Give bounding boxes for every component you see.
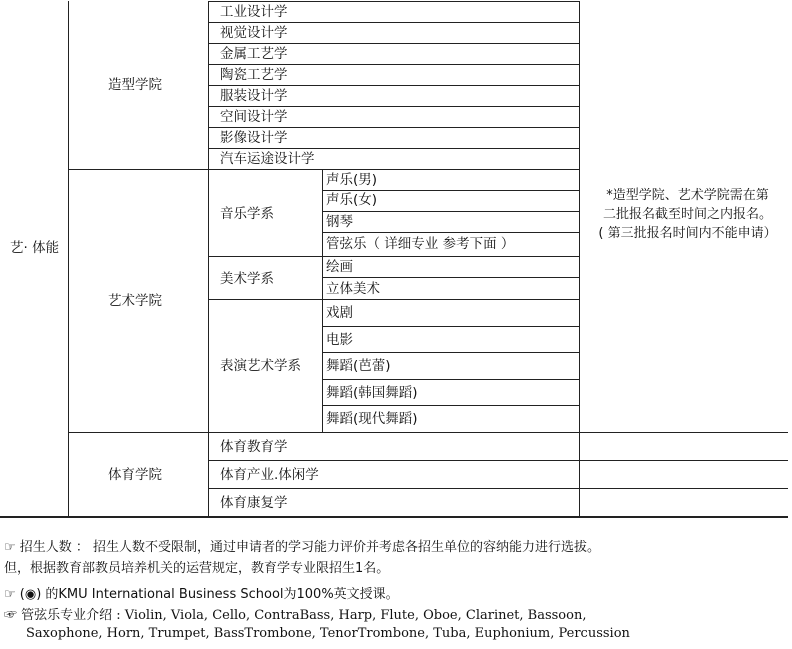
major-item: 声乐(女) [326, 192, 378, 208]
department-name-music: 音乐学系 [220, 206, 274, 222]
college-name-zaoxing: 造型学院 [108, 77, 162, 93]
remark-line: 二批报名截至时间之内报名。 [602, 207, 772, 222]
major-item: 空间设计学 [220, 109, 288, 125]
remark-line: *造型学院、艺术学院需在第 [606, 188, 769, 203]
major-item: 工业设计学 [220, 4, 288, 20]
major-item: 舞蹈(芭蕾) [326, 358, 391, 374]
major-item: 戏剧 [326, 305, 353, 321]
remark-line: ( 第三批报名时间内不能申请） [598, 226, 777, 241]
major-item: 声乐(男) [326, 172, 378, 188]
major-item: 立体美术 [326, 281, 380, 297]
major-item: 舞蹈(现代舞蹈) [326, 411, 418, 427]
note-orchestra: ☞ 管弦乐专业介绍 : Violin, Viola, Cello, ContraBass, Harp, Flute, Oboe, Clarinet, Bassoon, [4, 608, 587, 623]
note-kmu: ☞ (◉) 的KMU International Business School为100%英文授课。 [4, 587, 399, 602]
major-item: 管弦乐（ 详细专业 参考下面 ） [326, 236, 515, 252]
department-name-performance: 表演艺术学系 [220, 358, 301, 374]
major-item: 汽车运途设计学 [220, 151, 315, 167]
major-item: 电影 [326, 332, 353, 348]
major-item: 视觉设计学 [220, 25, 288, 41]
major-item: 服装设计学 [220, 88, 288, 104]
note-enrollment: ☞ 招生人数 ： 招生人数不受限制，通过申请者的学习能力评价并考虑各招生单位的容纳能力进行选拔。 [4, 540, 601, 555]
note-enrollment-cont: 但，根据教育部教员培养机关的运营规定，教育学专业限招生1名。 [4, 561, 390, 576]
category-label: 艺· 体能 [10, 240, 60, 256]
major-item: 影像设计学 [220, 130, 288, 146]
college-name-yishu: 艺术学院 [108, 293, 162, 309]
major-item: 陶瓷工艺学 [220, 67, 288, 83]
college-name-tiyu: 体育学院 [108, 467, 162, 483]
department-name-fineart: 美术学系 [220, 271, 274, 287]
note-orchestra-cont: Saxophone, Horn, Trumpet, BassTrombone, TenorTrombone, Tuba, Euphonium, Percussion [26, 626, 630, 641]
application-remark [585, 186, 790, 243]
major-item: 体育产业.体闲学 [220, 467, 319, 483]
major-item: 绘画 [326, 259, 353, 275]
major-item: 舞蹈(韩国舞蹈) [326, 385, 418, 401]
major-item: 金属工艺学 [220, 46, 288, 62]
major-item: 体育康复学 [220, 495, 288, 511]
major-item: 体育教育学 [220, 439, 288, 455]
major-item: 钢琴 [326, 214, 353, 230]
